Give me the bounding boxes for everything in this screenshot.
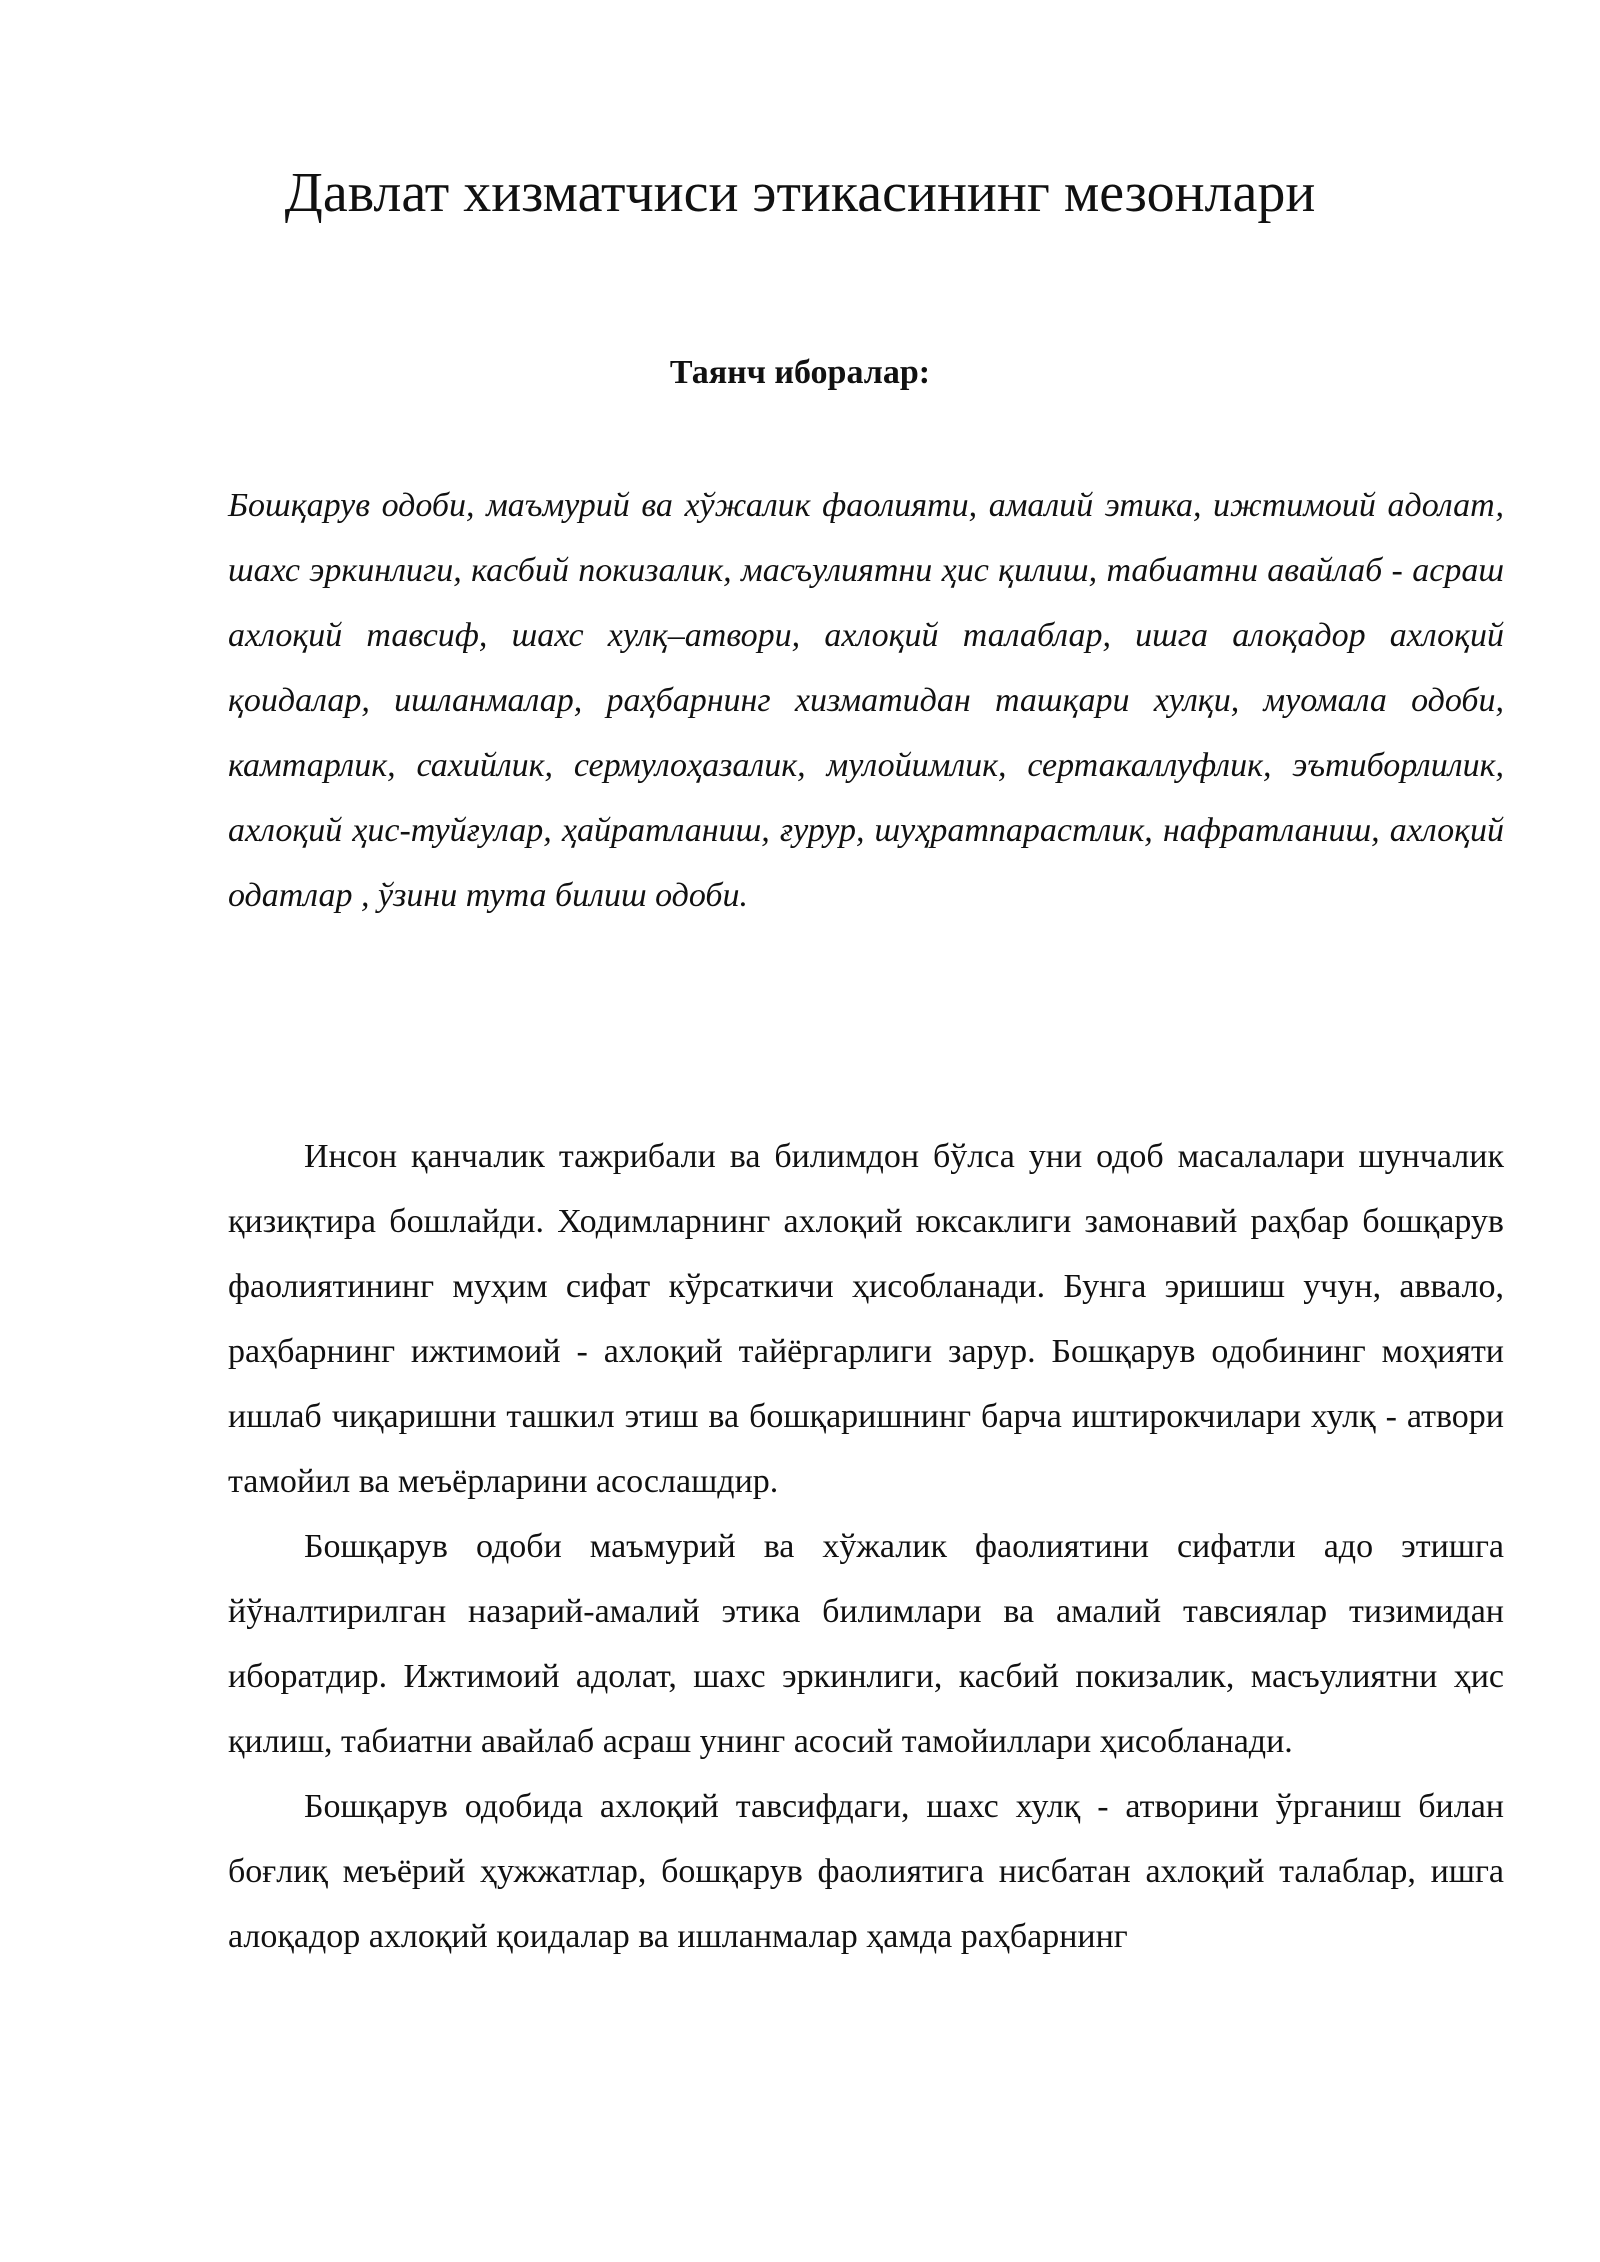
body-paragraph: Бошқарув одоби маъмурий ва хўжалик фаолиятини сифатли адо этишга йўналтирилган назарий-амалий этика билимлари ва амалий тавсиялар тизимидан иборатдир. Ижтимоий адолат, шахс эркинлиги, касбий покизалик, масъулиятни ҳис қилиш, табиатни авайлаб асраш унинг асосий тамойиллари ҳисобланади. — [228, 1528, 1504, 1760]
keywords-paragraph: Бошқарув одоби, маъмурий ва хўжалик фаолияти, амалий этика, ижтимоий адолат, шахс эркинлиги, касбий покизалик, масъулиятни ҳис қилиш, табиатни авайлаб - асраш ахлоқий тавсиф, шахс хулқ–атвори, ахлоқий талаблар, ишга алоқадор ахлоқий қоидалар, ишланмалар, раҳбарнинг хизматидан ташқари хулқи, муомала одоби, камтарлик, сахийлик, сермулоҳазалик, мулойимлик, сертакаллуфлик, эътиборлилик, ахлоқий ҳис-туйғулар, ҳайратланиш, ғурур, шуҳратпарастлик, нафратланиш, ахлоқий одатлар , ўзини тута билиш одоби. — [228, 487, 1504, 914]
document-title: Давлат хизматчиси этикасининг мезонлари — [284, 162, 1316, 224]
keywords-heading: Таянч иборалар: — [669, 354, 931, 391]
body-paragraph: Бошқарув одобида ахлоқий тавсифдаги, шахс хулқ - атворини ўрганиш билан боғлиқ меъёрий ҳужжатлар, бошқарув фаолиятига нисбатан ахлоқий талаблар, ишга алоқадор ахлоқий қоидалар ва ишланмалар ҳамда раҳбарнинг — [228, 1788, 1504, 1955]
body-paragraph: Инсон қанчалик тажрибали ва билимдон бўлса уни одоб масалалари шунчалик қизиқтира бошлайди. Ходимларнинг ахлоқий юксаклиги замонавий раҳбар бошқарув фаолиятининг муҳим сифат кўрсаткичи ҳисобланади. Бунга эришиш учун, аввало, раҳбарнинг ижтимоий - ахлоқий тайёргарлиги зарур. Бошқарув одобининг моҳияти ишлаб чиқаришни ташкил этиш ва бошқаришнинг барча иштирокчилари хулқ - атвори тамойил ва меъёрларини асослашдир. — [228, 1138, 1504, 1500]
body-text — [228, 1124, 1504, 1969]
